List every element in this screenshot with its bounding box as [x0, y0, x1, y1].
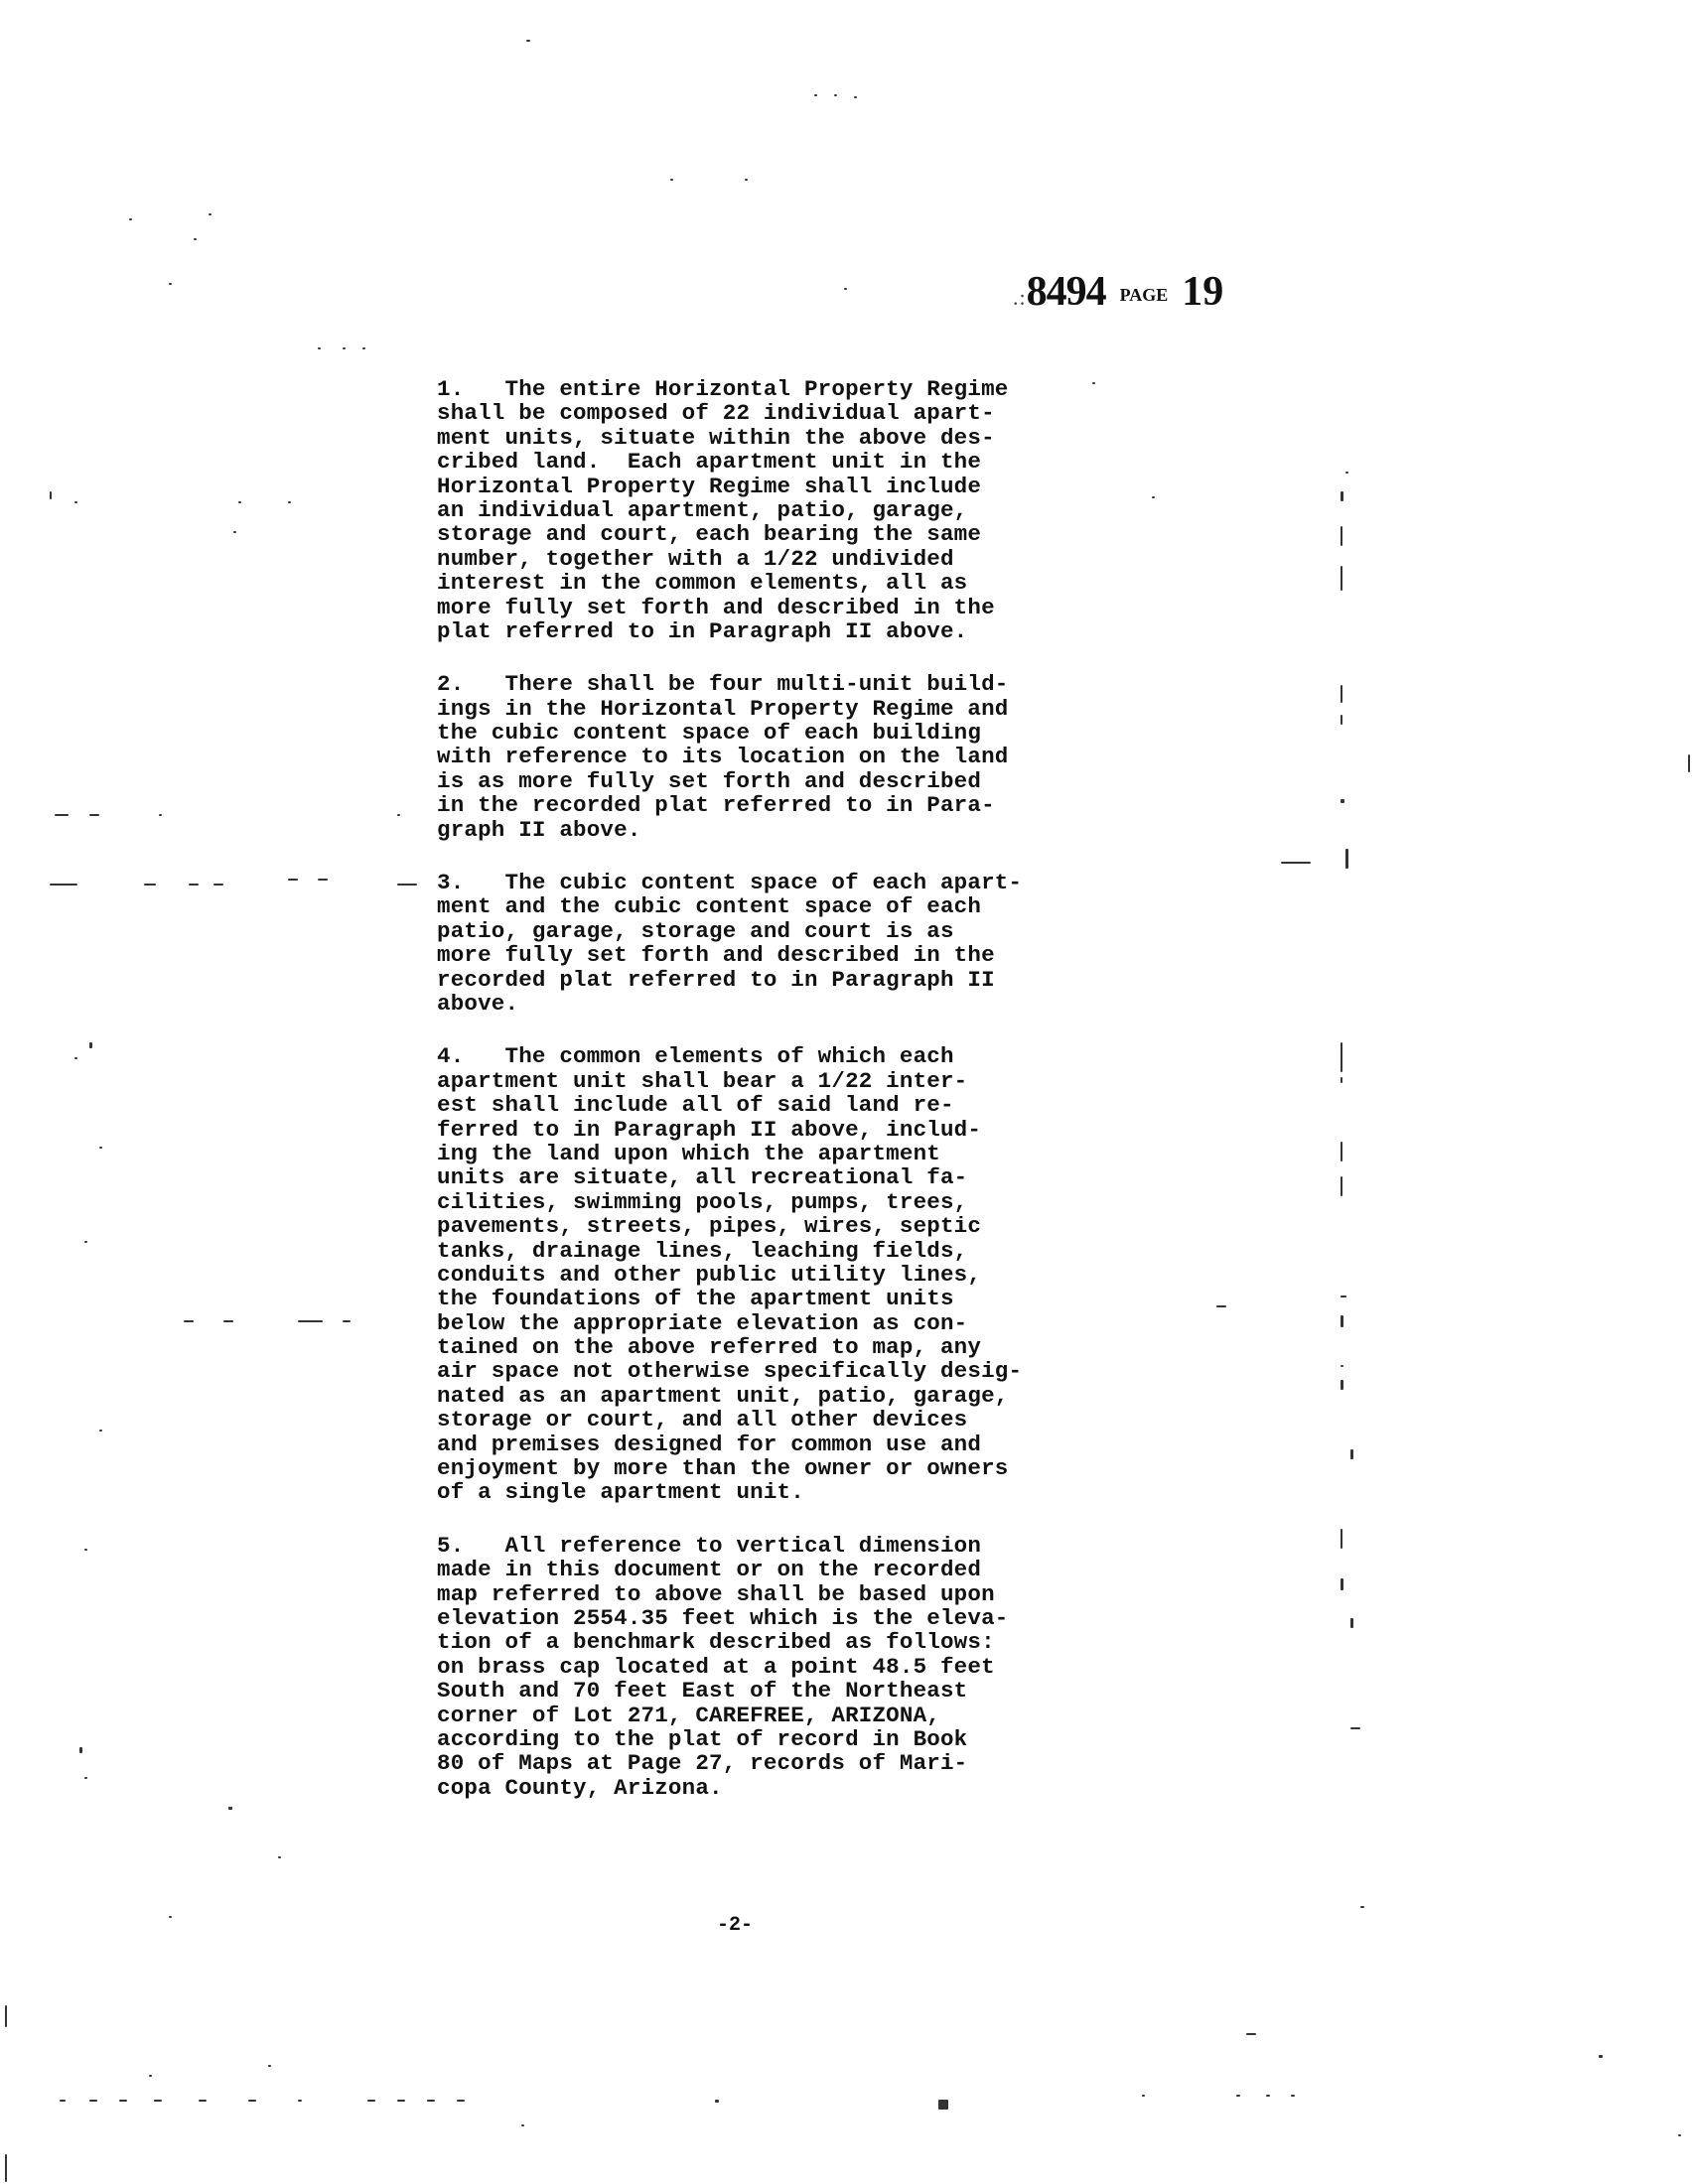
- scan-speck: [169, 283, 172, 285]
- scan-speck: [745, 179, 748, 181]
- text-line: pavements, streets, pipes, wires, septic: [437, 1213, 982, 1240]
- scan-speck: [288, 501, 291, 503]
- scan-speck: [228, 1807, 232, 1810]
- scan-speck: [1341, 526, 1342, 546]
- scan-speck: [99, 1430, 102, 1432]
- scan-speck: [427, 2100, 435, 2102]
- text-line: tained on the above referred to map, any: [437, 1334, 982, 1361]
- scan-speck: [194, 238, 197, 240]
- scan-speck: [149, 2075, 152, 2077]
- text-line: on brass cap located at a point 48.5 feet: [437, 1653, 995, 1680]
- scan-speck: [1350, 1449, 1353, 1459]
- scan-speck: [1246, 2033, 1256, 2035]
- page-label: PAGE: [1119, 285, 1169, 305]
- scan-speck: [1341, 1365, 1343, 1367]
- scan-speck: [1216, 1305, 1226, 1307]
- recording-page-number: 19: [1182, 269, 1224, 315]
- scan-speck: [1341, 1380, 1343, 1390]
- scan-speck: [223, 1320, 233, 1322]
- scan-speck: [457, 2100, 465, 2102]
- scan-speck: [1341, 1315, 1343, 1327]
- scan-speck: [715, 2100, 719, 2103]
- text-line: an individual apartment, patio, garage,: [437, 496, 968, 523]
- scan-speck: [397, 814, 400, 816]
- scan-speck: [129, 218, 132, 220]
- scan-speck: [1152, 496, 1155, 498]
- scan-speck: [89, 814, 99, 816]
- scan-speck: [50, 491, 52, 499]
- scan-speck: [1341, 715, 1342, 725]
- scan-speck: [1341, 1077, 1342, 1083]
- text-line: according to the plat of record in Book: [437, 1725, 968, 1752]
- text-line: units are situate, all recreational fa-: [437, 1164, 968, 1191]
- text-line: shall be composed of 22 individual apart-: [437, 400, 995, 427]
- scan-speck: [74, 501, 77, 503]
- scan-speck: [84, 1549, 87, 1551]
- text-line: 1. The entire Horizontal Property Regime: [437, 376, 1009, 402]
- text-line: tanks, drainage lines, leaching fields,: [437, 1237, 968, 1264]
- scan-speck: [154, 2100, 162, 2102]
- text-line: tion of a benchmark described as follows:: [437, 1629, 995, 1656]
- scan-speck: [278, 1856, 281, 1858]
- text-line: South and 70 feet East of the Northeast: [437, 1678, 968, 1705]
- scan-speck: [84, 1777, 87, 1779]
- text-line: storage and court, each bearing the same: [437, 521, 982, 548]
- scan-speck: [5, 2154, 7, 2182]
- page-footer-number: -2-: [716, 1914, 753, 1937]
- scan-speck: [814, 94, 817, 96]
- scan-speck: [1341, 491, 1343, 501]
- scan-speck: [343, 1320, 351, 1322]
- scan-speck: [159, 814, 162, 816]
- text-line: ferred to in Paragraph II above, includ-: [437, 1116, 982, 1143]
- paragraph-4: [437, 1044, 1082, 1504]
- scan-speck: [1345, 472, 1348, 474]
- text-line: 3. The cubic content space of each apart-: [437, 870, 1023, 896]
- text-line: ment and the cubic content space of each: [437, 893, 982, 920]
- scan-speck: [1291, 2095, 1295, 2097]
- text-line: enjoyment by more than the owner or owners: [437, 1455, 1009, 1482]
- scan-speck: [318, 879, 328, 881]
- text-line: Horizontal Property Regime shall include: [437, 473, 982, 499]
- text-line: ing the land upon which the apartment: [437, 1140, 940, 1166]
- scan-speck: [1341, 1142, 1342, 1161]
- text-line: corner of Lot 271, CAREFREE, ARIZONA,: [437, 1702, 940, 1728]
- text-line: copa County, Arizona.: [437, 1774, 723, 1801]
- text-line: below the appropriate elevation as con-: [437, 1309, 968, 1336]
- scan-speck: [248, 2100, 256, 2102]
- scan-speck: [1281, 862, 1311, 864]
- scan-speck: [1266, 2095, 1270, 2097]
- scan-speck: [1236, 2095, 1240, 2097]
- scan-speck: [1341, 1042, 1342, 1072]
- document-body: [437, 377, 1082, 1829]
- text-line: graph II above.: [437, 816, 641, 843]
- paragraph-2: [437, 672, 1082, 842]
- scan-speck: [367, 2100, 375, 2102]
- scan-speck: [184, 1320, 194, 1322]
- text-line: above.: [437, 990, 519, 1017]
- text-line: of a single apartment unit.: [437, 1479, 804, 1506]
- text-line: with reference to its location on the land: [437, 744, 1009, 770]
- scan-speck: [119, 2100, 127, 2102]
- scan-speck: [526, 40, 530, 42]
- text-line: ment units, situate within the above des-: [437, 424, 995, 451]
- docket-number: 8494: [1026, 269, 1106, 315]
- scan-speck: [233, 531, 236, 533]
- text-line: in the recorded plat referred to in Para-: [437, 792, 995, 819]
- scan-speck: [362, 347, 365, 349]
- docket-prefix: .:: [1013, 285, 1027, 310]
- scan-speck: [343, 347, 346, 349]
- text-line: is as more fully set forth and described: [437, 767, 982, 794]
- text-line: elevation 2554.35 feet which is the eleva-: [437, 1604, 1009, 1631]
- scan-speck: [1341, 1578, 1343, 1590]
- text-line: air space not otherwise specifically desig-: [437, 1358, 1023, 1385]
- scan-speck: [199, 2100, 207, 2102]
- text-line: apartment unit shall bear a 1/22 inter-: [437, 1067, 968, 1094]
- scan-speck: [84, 1241, 87, 1243]
- scan-speck: [1350, 1618, 1353, 1628]
- scan-speck: [1341, 799, 1344, 803]
- scan-speck: [5, 2005, 7, 2027]
- text-line: interest in the common elements, all as: [437, 570, 968, 597]
- text-line: 2. There shall be four multi-unit build-: [437, 671, 1009, 698]
- text-line: nated as an apartment unit, patio, garage,: [437, 1382, 1009, 1409]
- scan-speck: [854, 96, 857, 98]
- scan-speck: [670, 179, 673, 181]
- text-line: patio, garage, storage and court is as: [437, 917, 954, 944]
- scan-speck: [268, 2065, 271, 2067]
- text-line: 80 of Maps at Page 27, records of Mari-: [437, 1750, 968, 1777]
- scan-speck: [1341, 566, 1342, 591]
- scan-speck: [144, 884, 156, 886]
- scan-speck: [318, 347, 321, 349]
- scan-speck: [288, 879, 298, 881]
- paragraph-5: [437, 1534, 1082, 1800]
- text-line: cilities, swimming pools, pumps, trees,: [437, 1188, 968, 1215]
- scan-speck: [1341, 1176, 1342, 1196]
- text-line: cribed land. Each apartment unit in the: [437, 449, 982, 476]
- scan-speck: [397, 2100, 405, 2102]
- recording-header: [1013, 268, 1350, 318]
- scan-speck: [189, 884, 199, 886]
- scan-speck: [213, 884, 223, 886]
- paragraph-list: [437, 377, 1082, 1800]
- scan-speck: [1688, 754, 1690, 772]
- scan-speck: [844, 288, 847, 290]
- text-line: map referred to above shall be based upon: [437, 1580, 995, 1607]
- paragraph-1: [437, 377, 1082, 643]
- scan-speck: [89, 1042, 92, 1048]
- text-line: number, together with a 1/22 undivided: [437, 545, 954, 572]
- scan-speck: [169, 1916, 172, 1918]
- scan-speck: [1092, 382, 1095, 384]
- text-line: more fully set forth and described in the: [437, 594, 995, 620]
- text-line: storage or court, and all other devices: [437, 1407, 968, 1433]
- scan-speck: [298, 1320, 323, 1322]
- scan-speck: [1360, 1906, 1364, 1908]
- text-line: recorded plat referred to in Paragraph II: [437, 966, 995, 993]
- scan-speck: [521, 2124, 524, 2126]
- scan-speck: [397, 884, 417, 886]
- scan-speck: [50, 884, 77, 886]
- scan-speck: [60, 2100, 66, 2102]
- scan-speck: [1678, 2134, 1681, 2136]
- scan-speck: [99, 1147, 102, 1149]
- scan-speck: [1341, 1296, 1346, 1297]
- paragraph-3: [437, 871, 1082, 1016]
- scan-speck: [79, 1747, 82, 1753]
- scan-speck: [55, 814, 69, 816]
- scan-speck: [74, 1057, 77, 1059]
- scan-speck: [1142, 2095, 1145, 2097]
- scan-speck: [1350, 1727, 1360, 1729]
- scan-speck: [209, 213, 212, 215]
- text-line: 5. All reference to vertical dimension: [437, 1532, 982, 1559]
- scan-speck: [1345, 849, 1348, 869]
- scan-speck: [1599, 2055, 1603, 2058]
- scan-speck: [238, 501, 241, 503]
- scan-speck: [938, 2100, 948, 2110]
- text-line: made in this document or on the recorded: [437, 1557, 982, 1583]
- scan-speck: [1341, 1529, 1342, 1549]
- scan-speck: [89, 2100, 97, 2102]
- scan-speck: [1341, 685, 1342, 703]
- scan-speck: [298, 2100, 302, 2102]
- text-line: ings in the Horizontal Property Regime and: [437, 695, 1009, 722]
- text-line: conduits and other public utility lines,: [437, 1261, 982, 1288]
- text-line: the foundations of the apartment units: [437, 1286, 954, 1312]
- text-line: est shall include all of said land re-: [437, 1092, 954, 1119]
- scan-speck: [834, 94, 837, 96]
- text-line: more fully set forth and described in the: [437, 942, 995, 969]
- text-line: plat referred to in Paragraph II above.: [437, 617, 968, 644]
- text-line: and premises designed for common use and: [437, 1431, 982, 1457]
- text-line: the cubic content space of each building: [437, 720, 982, 747]
- text-line: 4. The common elements of which each: [437, 1043, 954, 1070]
